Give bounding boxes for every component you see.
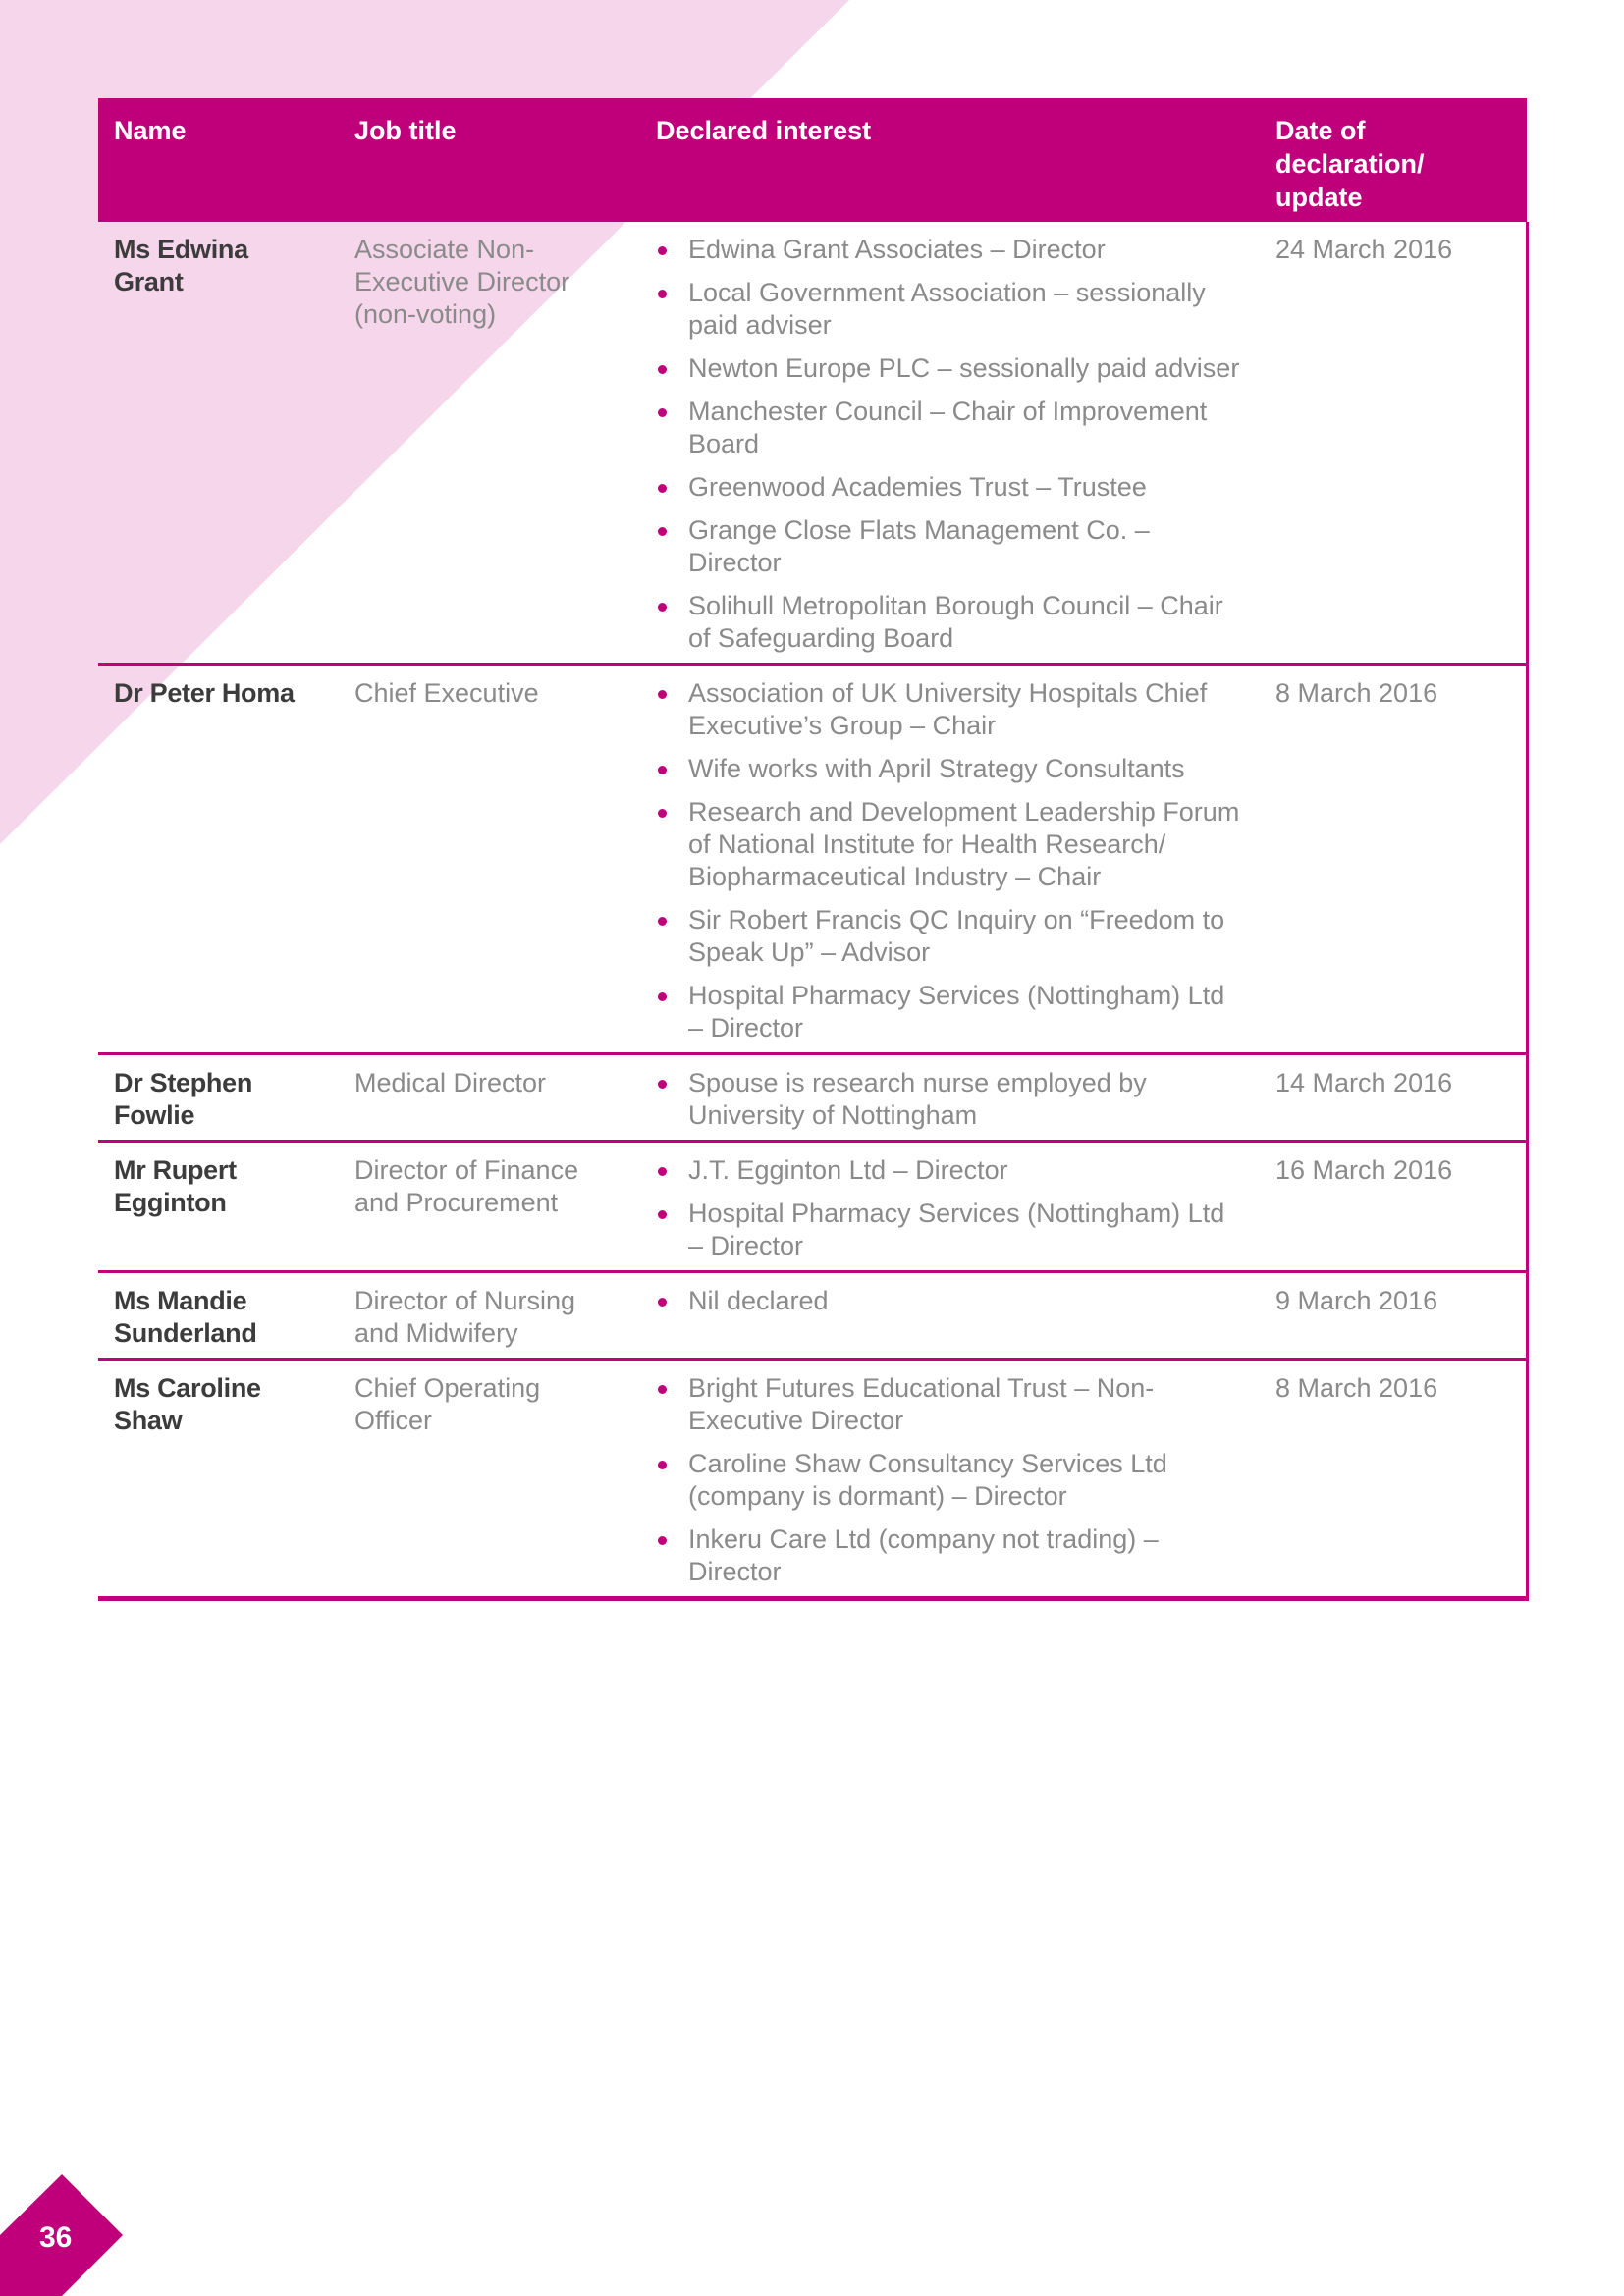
interest-list bbox=[656, 1372, 1244, 1588]
interest-item: Hospital Pharmacy Services (Nottingham) Ltd – Director bbox=[656, 980, 1244, 1044]
row-job-title: Associate Non-Executive Director (non-voting) bbox=[339, 222, 640, 665]
row-interests bbox=[640, 222, 1260, 665]
row-name: Dr Peter Homa bbox=[98, 665, 339, 1054]
row-job-title: Director of Nursing and Midwifery bbox=[339, 1272, 640, 1360]
interest-item: Newton Europe PLC – sessionally paid adviser bbox=[656, 352, 1244, 385]
row-job-title: Director of Finance and Procurement bbox=[339, 1142, 640, 1272]
interest-list bbox=[656, 1154, 1244, 1262]
header-date-line3: update bbox=[1275, 183, 1363, 212]
interest-item: Solihull Metropolitan Borough Council – Chair of Safeguarding Board bbox=[656, 590, 1244, 655]
row-name: Mr Rupert Egginton bbox=[98, 1142, 339, 1272]
row-interests bbox=[640, 665, 1260, 1054]
table-row bbox=[98, 665, 1527, 1054]
table-row bbox=[98, 1360, 1527, 1599]
interest-item: Spouse is research nurse employed by University of Nottingham bbox=[656, 1067, 1244, 1132]
row-job-title: Medical Director bbox=[339, 1054, 640, 1142]
row-date: 8 March 2016 bbox=[1260, 1360, 1527, 1599]
interest-item: Caroline Shaw Consultancy Services Ltd (company is dormant) – Director bbox=[656, 1448, 1244, 1513]
row-date: 24 March 2016 bbox=[1260, 222, 1527, 665]
interest-list bbox=[656, 1067, 1244, 1132]
row-job-title: Chief Executive bbox=[339, 665, 640, 1054]
interest-item: Grange Close Flats Management Co. – Director bbox=[656, 514, 1244, 579]
table-header bbox=[98, 98, 1527, 222]
header-name: Name bbox=[98, 98, 339, 222]
interest-list bbox=[656, 234, 1244, 655]
interest-item: Wife works with April Strategy Consultants bbox=[656, 753, 1244, 785]
declared-interests-table bbox=[98, 98, 1529, 1601]
page-number: 36 bbox=[39, 2221, 73, 2254]
header-job-title: Job title bbox=[339, 98, 640, 222]
table-row bbox=[98, 1272, 1527, 1360]
interest-item: Hospital Pharmacy Services (Nottingham) Ltd – Director bbox=[656, 1198, 1244, 1262]
header-date-line2: declaration/ bbox=[1275, 149, 1425, 179]
interest-item: Inkeru Care Ltd (company not trading) – Director bbox=[656, 1523, 1244, 1588]
row-name: Ms Edwina Grant bbox=[98, 222, 339, 665]
table-row bbox=[98, 1054, 1527, 1142]
interest-item: Research and Development Leadership Forum of National Institute for Health Research/ Biopharmaceutical Industry – Chair bbox=[656, 796, 1244, 893]
interest-item: Association of UK University Hospitals Chief Executive’s Group – Chair bbox=[656, 677, 1244, 742]
table-body bbox=[98, 222, 1527, 1599]
row-date: 8 March 2016 bbox=[1260, 665, 1527, 1054]
row-date: 9 March 2016 bbox=[1260, 1272, 1527, 1360]
row-job-title: Chief Operating Officer bbox=[339, 1360, 640, 1599]
header-row bbox=[98, 98, 1527, 222]
row-interests bbox=[640, 1142, 1260, 1272]
interest-item: Greenwood Academies Trust – Trustee bbox=[656, 471, 1244, 504]
row-interests bbox=[640, 1272, 1260, 1360]
header-date bbox=[1260, 98, 1527, 222]
row-name: Ms Caroline Shaw bbox=[98, 1360, 339, 1599]
interest-item: Manchester Council – Chair of Improvement Board bbox=[656, 396, 1244, 460]
interest-list bbox=[656, 1285, 1244, 1317]
interest-item: Bright Futures Educational Trust – Non-Executive Director bbox=[656, 1372, 1244, 1437]
header-declared-interest: Declared interest bbox=[640, 98, 1260, 222]
interests-table-container bbox=[98, 98, 1527, 1601]
row-interests bbox=[640, 1360, 1260, 1599]
header-date-line1: Date of bbox=[1275, 116, 1366, 145]
interest-item: Local Government Association – sessionally paid adviser bbox=[656, 277, 1244, 342]
row-name: Dr Stephen Fowlie bbox=[98, 1054, 339, 1142]
interest-list bbox=[656, 677, 1244, 1044]
table-row bbox=[98, 1142, 1527, 1272]
interest-item: Edwina Grant Associates – Director bbox=[656, 234, 1244, 266]
row-name: Ms Mandie Sunderland bbox=[98, 1272, 339, 1360]
row-date: 14 March 2016 bbox=[1260, 1054, 1527, 1142]
interest-item: Nil declared bbox=[656, 1285, 1244, 1317]
row-date: 16 March 2016 bbox=[1260, 1142, 1527, 1272]
interest-item: J.T. Egginton Ltd – Director bbox=[656, 1154, 1244, 1187]
interest-item: Sir Robert Francis QC Inquiry on “Freedom to Speak Up” – Advisor bbox=[656, 904, 1244, 969]
row-interests bbox=[640, 1054, 1260, 1142]
table-row bbox=[98, 222, 1527, 665]
